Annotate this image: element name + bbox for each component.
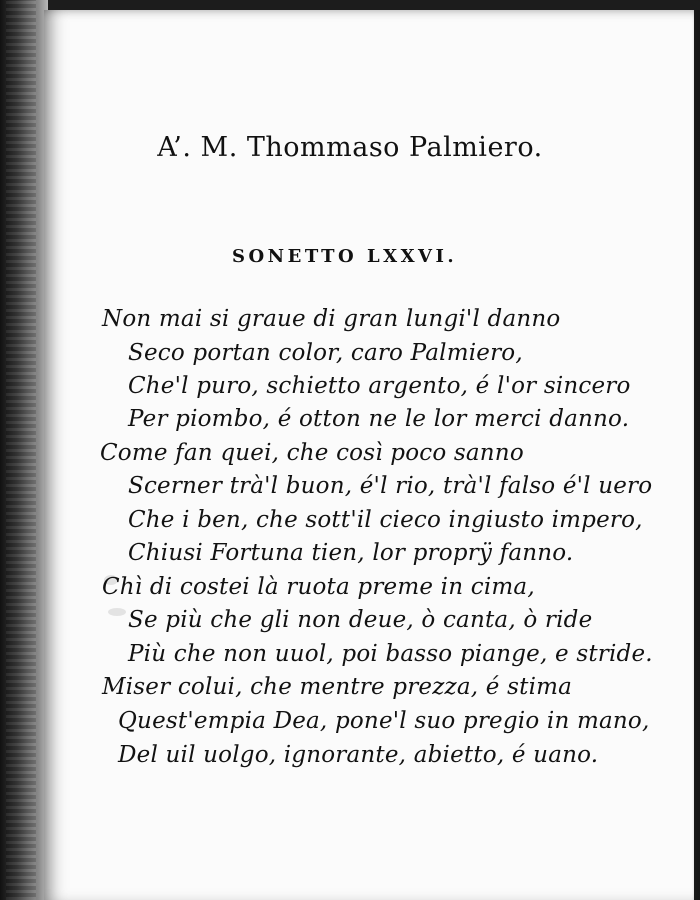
poem-line: Miser colui, che mentre prezza, é stima [102, 674, 573, 700]
poem-line: Non mai si graue di gran lungi'l danno [102, 306, 561, 332]
poem-line: Scerner trà'l buon, é'l rio, trà'l falso é'l uero [128, 473, 653, 499]
poem-line: Del uil uolgo, ignorante, abietto, é uano. [118, 742, 599, 768]
dedication-heading: A’. M. Thommaso Palmiero. [157, 132, 543, 163]
poem-line: Che'l puro, schietto argento, é l'or sincero [128, 373, 631, 399]
poem-line: Come fan quei, che così poco sanno [100, 440, 524, 466]
poem-line: Quest'empia Dea, pone'l suo pregio in mano, [118, 708, 650, 734]
poem-line: Chiusi Fortuna tien, lor proprÿ fanno. [128, 540, 574, 566]
poem-line: Seco portan color, caro Palmiero, [128, 340, 523, 366]
poem-line: Più che non uuol, poi basso piange, e stride. [128, 641, 653, 667]
poem-line: Se più che gli non deue, ò canta, ò ride [128, 607, 593, 633]
poem-line: Chì di costei là ruota preme in cima, [102, 574, 535, 600]
poem-line: Per piombo, é otton ne le lor merci danno. [128, 406, 630, 432]
poem-line: Che i ben, che sott'il cieco ingiusto impero, [128, 507, 643, 533]
sonnet-title: SONETTO LXXVI. [232, 246, 458, 267]
